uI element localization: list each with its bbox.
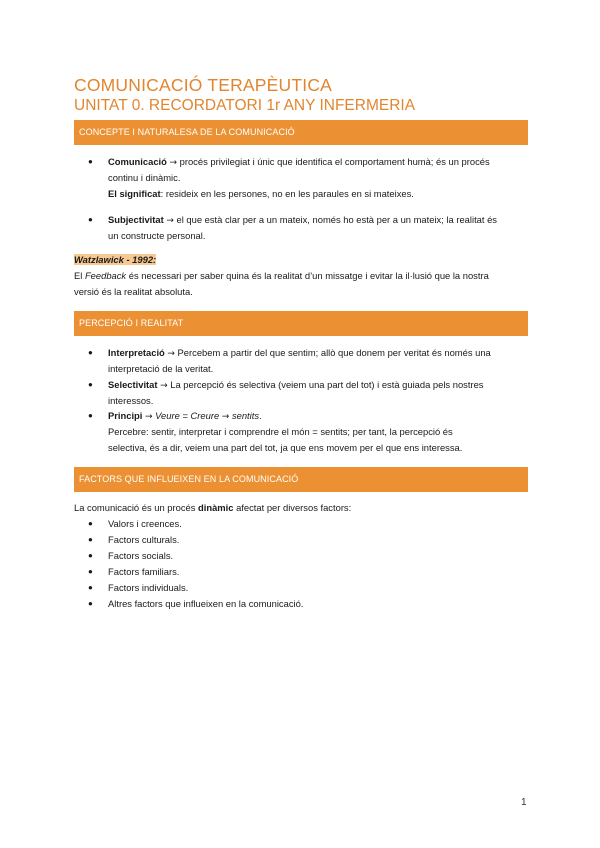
paragraph-text: és necessari per saber quina és la realitat d’un missatge i evitar la il·lusió que la nostra xyxy=(126,270,489,281)
term-label: Interpretació xyxy=(108,347,165,358)
bullet-text: el que està clar per a un mateix, només ho està per a un mateix; la realitat és xyxy=(173,214,497,225)
bullet-comunicacio xyxy=(108,154,528,171)
citation-watzlawick xyxy=(74,252,156,268)
formula-text: Veure = Creure xyxy=(155,410,220,421)
arrow-right-icon: → xyxy=(167,349,175,359)
bullet-text-line: interpretació de la veritat. xyxy=(108,363,214,374)
bullet-dot: ● xyxy=(88,519,93,528)
bullet-principi xyxy=(108,408,262,425)
bullet-dot: ● xyxy=(88,551,93,560)
section-heading-factors: FACTORS QUE INFLUEIXEN EN LA COMUNICACIÓ xyxy=(74,467,528,492)
bullet-text: : resideix en les persones, no en les paraules en si mateixes. xyxy=(160,188,414,199)
list-item: Valors i creences. xyxy=(108,518,182,529)
term-label: Comunicació xyxy=(108,156,167,167)
bullet-dot: ● xyxy=(88,380,93,389)
bullet-dot: ● xyxy=(88,583,93,592)
bullet-dot: ● xyxy=(88,567,93,576)
term-label: El significat xyxy=(108,188,161,199)
formula-text: sentits xyxy=(231,410,260,421)
bullet-selectivitat xyxy=(108,377,528,394)
bullet-text-line: un constructe personal. xyxy=(108,230,206,241)
bullet-dot: ● xyxy=(88,348,93,357)
dinamic-term: dinàmic xyxy=(198,502,234,513)
paragraph-text: afectat per diversos factors: xyxy=(233,502,352,513)
bullet-interpretacio xyxy=(108,345,528,362)
citation-label: Watzlawick - 1992: xyxy=(74,254,157,265)
document-subtitle: UNITAT 0. RECORDATORI 1r ANY INFERMERIA xyxy=(74,97,416,114)
bullet-text-line: Percebre: sentir, interpretar i comprendre el món = sentits; per tant, la percepció és xyxy=(108,426,453,437)
feedback-paragraph xyxy=(74,268,528,284)
term-label: Principi xyxy=(108,410,143,421)
bullet-text: procés privilegiat i únic que identifica el comportament humà; és un procés xyxy=(177,156,490,167)
term-label: Selectivitat xyxy=(108,379,158,390)
bullet-text: Percebem a partir del que sentim; allò que donem per veritat és només una xyxy=(174,347,491,358)
bullet-text: La percepció és selectiva (veiem una part del tot) i està guiada pels nostres xyxy=(167,379,484,390)
bullet-dot: ● xyxy=(88,535,93,544)
paragraph-text: La comunicació és un procés xyxy=(74,502,199,513)
arrow-right-icon: → xyxy=(145,412,153,422)
list-item: Factors familiars. xyxy=(108,566,180,577)
bullet-dot: ● xyxy=(88,599,93,608)
bullet-text-line: interessos. xyxy=(108,395,154,406)
section-heading-percepcio: PERCEPCIÓ I REALITAT xyxy=(74,311,528,336)
list-item: Factors socials. xyxy=(108,550,174,561)
arrow-right-icon: → xyxy=(166,216,174,226)
bullet-dot: ● xyxy=(88,411,93,420)
bullet-text-line: selectiva, és a dir, veiem una part del tot, ja que ens movem per el que ens interessa. xyxy=(108,442,463,453)
bullet-text-line: continu i dinàmic. xyxy=(108,172,181,183)
list-item: Altres factors que influeixen en la comunicació. xyxy=(108,598,304,609)
document-title: COMUNICACIÓ TERAPÈUTICA xyxy=(74,75,333,95)
list-item: Factors culturals. xyxy=(108,534,180,545)
factors-intro xyxy=(74,500,351,516)
list-item: Factors individuals. xyxy=(108,582,189,593)
arrow-right-icon: → xyxy=(169,158,178,168)
page-number: 1 xyxy=(521,797,527,808)
bullet-dot: ● xyxy=(88,157,93,166)
paragraph-text: El xyxy=(74,270,85,281)
bullet-subjectivitat xyxy=(108,212,528,229)
bullet-dot: ● xyxy=(88,215,93,224)
formula-end: . xyxy=(259,410,262,421)
bullet-subtext xyxy=(108,186,414,202)
term-label: Subjectivitat xyxy=(108,214,164,225)
arrow-right-icon: → xyxy=(221,412,230,422)
feedback-term: Feedback xyxy=(84,270,127,281)
section-heading-concepte: CONCEPTE I NATURALESA DE LA COMUNICACIÓ xyxy=(74,120,528,145)
paragraph-text-line: versió és la realitat absoluta. xyxy=(74,286,193,297)
arrow-right-icon: → xyxy=(160,381,168,391)
